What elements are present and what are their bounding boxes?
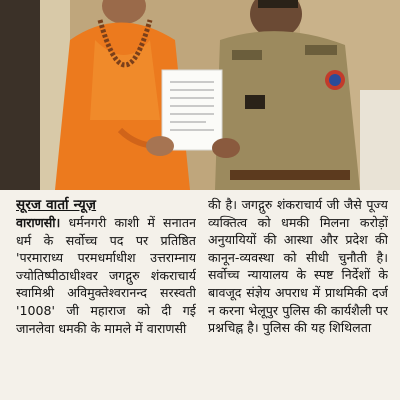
article-text-right: की है। जगद्गुरु शंकराचार्य जी जैसे पूज्य व्यक्तित्व को धमकी मिलना करोड़ों अनुयायियों की आस्था और प्रदेश की कानून-व्यवस्था को सीधी चुनौती है। सर्वोच्च न्यायालय के स्पष्ट निर्देशों के बावजूद संज्ञेय अपराध में प्राथमिकी दर्ज न करना भेलूपुर पुलिस की कार्यशैली पर प्रश्नचिह्न है। पुलिस की यह शिथिलता xyxy=(208,197,388,336)
news-photo xyxy=(0,0,400,190)
article-column-left xyxy=(16,196,196,400)
news-article xyxy=(16,196,388,400)
article-paragraph-left xyxy=(16,214,196,337)
article-column-right xyxy=(208,196,388,400)
dateline: वाराणसी। xyxy=(16,215,61,230)
byline: सूरज वार्ता न्यूज़ xyxy=(16,197,97,213)
article-text-left: धर्मनगरी काशी में सनातन धर्म के सर्वोच्च पद पर प्रतिष्ठित 'परमाराध्य परमधर्माधीश उत्तराम्नाय ज्योतिष्पीठाधीश्वर जगद्गुरु शंकराचार्य स्वामिश्री अविमुक्तेश्वरानन्द सरस्वती '1008' जी महाराज को दी गई जानलेवा धमकी के मामले में वाराणसी xyxy=(16,215,196,336)
